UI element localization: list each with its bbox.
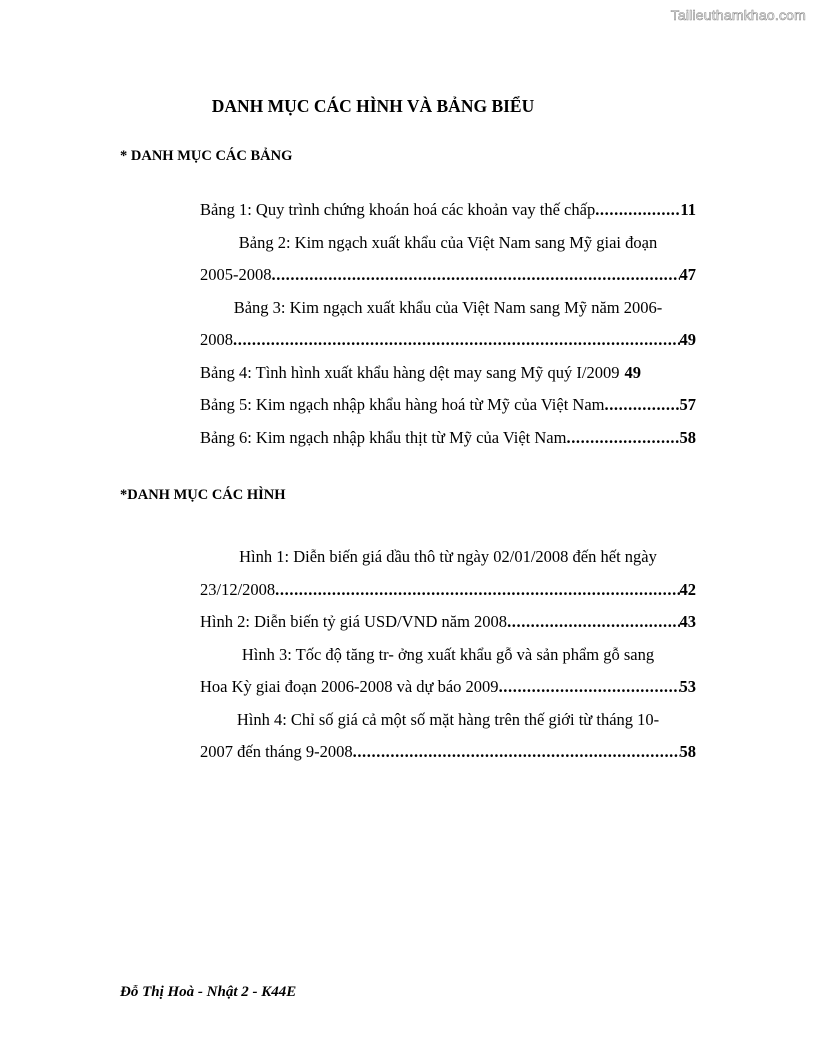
figure-entry-2[interactable]: [200, 606, 696, 639]
page-number: 49: [624, 362, 641, 382]
tables-list: [200, 194, 696, 454]
entry-title-cont: 23/12/2008: [200, 579, 276, 599]
table-entry-6[interactable]: [200, 422, 696, 455]
entry-title: Hình 2: Diễn biến tỷ giá USD/VND năm 2008: [200, 612, 508, 631]
entry-title-cont: 2007 đến tháng 9-2008: [200, 742, 353, 761]
tables-section-heading: * DANH MỤC CÁC BẢNG: [120, 148, 293, 164]
figures-list: [200, 541, 696, 769]
figure-entry-4-line1[interactable]: [200, 704, 696, 737]
entry-title: Hình 3: Tốc độ tăng tr- ởng xuất khẩu gỗ và sản phẩm gỗ sang: [241, 644, 655, 664]
figure-entry-1-line1[interactable]: [200, 541, 696, 574]
table-entry-3-line1[interactable]: [200, 292, 696, 325]
dot-leader: [272, 259, 680, 292]
entry-title: Bảng 1: Quy trình chứng khoán hoá các khoản vay thế chấp: [200, 200, 596, 219]
figure-entry-4-line2[interactable]: [200, 736, 696, 769]
page-number: 11: [680, 200, 696, 219]
entry-title: Bảng 4: Tình hình xuất khẩu hàng dệt may sang Mỹ quý I/2009: [200, 362, 620, 382]
dot-leader: [233, 324, 680, 357]
dot-leader: [595, 194, 680, 227]
entry-title: Bảng 2: Kim ngạch xuất khẩu của Việt Nam sang Mỹ giai đoạn: [238, 232, 658, 252]
table-entry-2-line1[interactable]: [200, 227, 696, 260]
entry-title: Bảng 3: Kim ngạch xuất khẩu của Việt Nam sang Mỹ năm 2006-: [233, 297, 663, 317]
page-number: 58: [679, 742, 696, 761]
figure-entry-1-line2[interactable]: [200, 574, 696, 607]
page-number: 58: [679, 427, 696, 447]
page-number: 53: [679, 677, 696, 696]
watermark: Tailieuthamkhao.com: [670, 7, 806, 23]
entry-title: Bảng 6: Kim ngạch nhập khẩu thịt từ Mỹ của Việt Nam: [200, 427, 567, 447]
page-number: 42: [679, 579, 696, 599]
dot-leader: [507, 606, 679, 639]
dot-leader: [353, 736, 680, 769]
entry-title-cont: 2005-2008: [200, 265, 272, 284]
figure-entry-3-line2[interactable]: [200, 671, 696, 704]
page-title: DANH MỤC CÁC HÌNH VÀ BẢNG BIỂU: [211, 96, 535, 116]
footer-author: Đỗ Thị Hoà - Nhật 2 - K44E: [120, 984, 297, 1000]
page-number: 57: [679, 395, 696, 414]
entry-title-cont: 2008: [200, 330, 233, 349]
dot-leader: [275, 574, 679, 607]
table-entry-1[interactable]: [200, 194, 696, 227]
table-entry-3-line2[interactable]: [200, 324, 696, 357]
figures-section-heading: *DANH MỤC CÁC HÌNH: [120, 487, 286, 503]
table-entry-2-line2[interactable]: [200, 259, 696, 292]
dot-leader: [566, 422, 679, 455]
entry-title: Hình 1: Diễn biến giá dầu thô từ ngày 02/01/2008 đến hết ngày: [239, 547, 657, 566]
page-number: 49: [679, 330, 696, 349]
table-entry-4[interactable]: [200, 357, 696, 390]
page-number: 43: [679, 612, 696, 631]
dot-leader: [499, 671, 680, 704]
entry-title: Hình 4: Chỉ số giá cả một số mặt hàng trên thế giới từ tháng 10-: [236, 709, 660, 729]
figure-entry-3-line1[interactable]: [200, 639, 696, 672]
page-number: 47: [679, 265, 696, 284]
entry-title-cont: Hoa Kỳ giai đoạn 2006-2008 và dự báo 2009: [200, 677, 499, 696]
table-entry-5[interactable]: [200, 389, 696, 422]
dot-leader: [604, 389, 679, 422]
entry-title: Bảng 5: Kim ngạch nhập khẩu hàng hoá từ Mỹ của Việt Nam: [200, 395, 605, 414]
